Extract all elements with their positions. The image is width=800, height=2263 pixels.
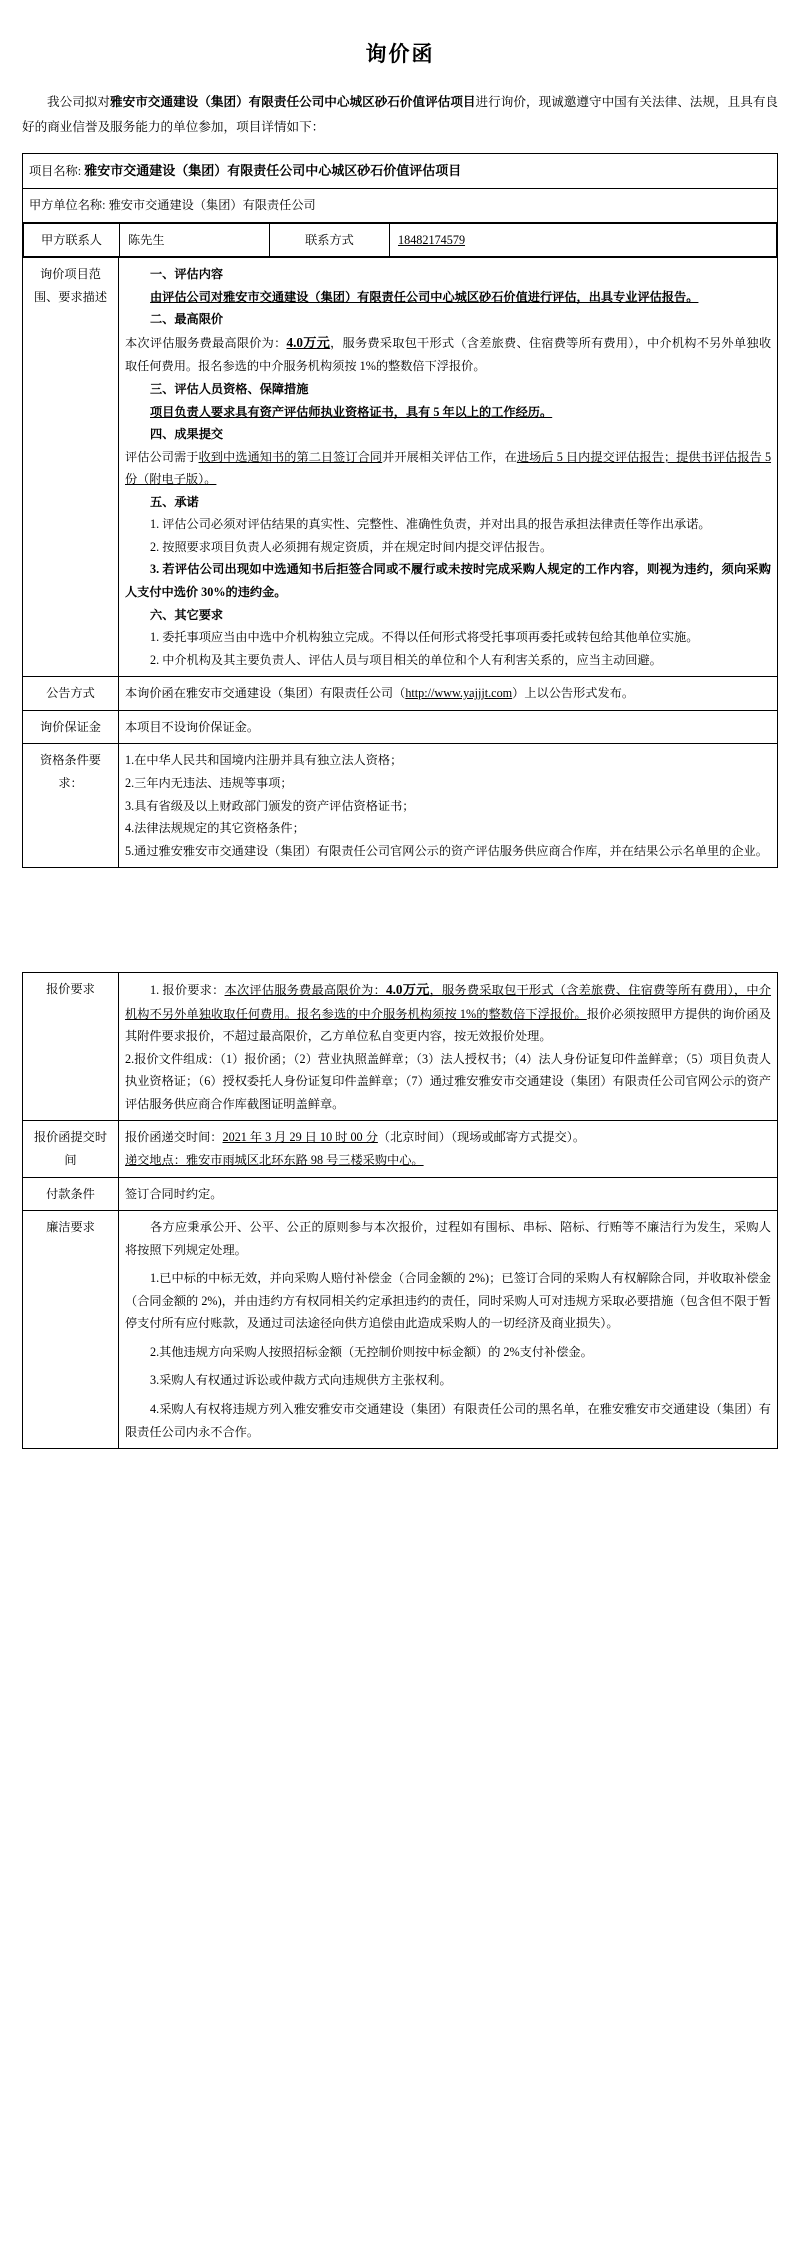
scope-h5: 五、承诺	[150, 494, 199, 509]
project-name-cell	[23, 154, 778, 189]
intro-tail: 进行询价，现诚邀遵守中国有关法律、法规，且具有良好的商业信誉及服务能力的单位参加，项目详情如下：	[22, 95, 779, 134]
qualification-content	[119, 744, 778, 868]
page-break-gap	[0, 868, 800, 972]
qual-item: 1.在中华人民共和国境内注册并具有独立法人资格；	[125, 753, 403, 768]
project-name-label: 项目名称:	[29, 164, 82, 179]
page-title: 询价函	[365, 42, 435, 66]
party-a-label: 甲方单位名称:	[29, 198, 106, 213]
scope-h5-1: 1. 评估公司必须对评估结果的真实性、完整性、准确性负责，并对出具的报告承担法律责任等作出承诺。	[150, 517, 711, 532]
contact-value: 陈先生	[120, 223, 270, 257]
contact-label: 甲方联系人	[24, 223, 120, 257]
scope-h3-body: 项目负责人要求具有资产评估师执业资格证书，具有 5 年以上的工作经历。	[150, 404, 553, 419]
table-row-party-a	[23, 189, 778, 223]
notice-label: 公告方式	[23, 677, 119, 711]
qual-item: 3.具有省级及以上财政部门颁发的资产评估资格证书；	[125, 798, 415, 813]
quote-req-item1	[125, 978, 771, 1048]
scope-h2-pre: 本次评估服务费最高限价为：	[125, 335, 287, 350]
notice-url[interactable]: http://www.yajjjt.com	[405, 686, 513, 701]
integrity-content	[119, 1211, 778, 1449]
integrity-item-2: 2.其他违规方向采购人按照招标金额（无控制价则按中标金额）的 2%支付补偿金。	[150, 1344, 593, 1359]
scope-content	[119, 258, 778, 677]
phone-value	[390, 223, 777, 257]
scope-h5-3: 3. 若评估公司出现如中选通知书后拒签合同或不履行或未按时完成采购人规定的工作内容，则视为违约，须向采购人支付中选价 30%的违约金。	[125, 562, 771, 599]
integrity-item-4: 4.采购人有权将违规方列入雅安雅安市交通建设（集团）有限责任公司的黑名单，在雅安雅安市交通建设（集团）有限责任公司内永不合作。	[125, 1402, 771, 1439]
scope-h1: 一、评估内容	[150, 267, 224, 282]
scope-h4-pre: 评估公司需于	[125, 449, 199, 464]
intro-project: 雅安市交通建设（集团）有限责任公司中心城区砂石价值评估项目	[110, 95, 476, 109]
scope-h2-body	[125, 331, 771, 378]
table-row-contact	[23, 222, 778, 258]
quote-req-item1-u2: ，服务费采取包干形式（含差旅费、住宿费等所有费用），中介机构不另外单独收取任何费用。报名参选的中介服务机构须按 1%的整数倍下浮报价。	[125, 983, 772, 1021]
table-row-scope	[23, 258, 778, 677]
scope-label: 询价项目范围、要求描述	[23, 258, 119, 677]
scope-h4-u2: 进场后 5 日内提交评估报告；提供书评估报告 5 份（附电子版）。	[125, 449, 772, 487]
phone-value-text: 18482174579	[398, 232, 466, 247]
table-row-project-name	[23, 154, 778, 189]
quote-req-item1-head: 1. 报价要求：	[150, 983, 225, 998]
scope-h2-amount: 4.0万元	[286, 334, 331, 350]
table-row-payment	[23, 1177, 778, 1211]
intro-paragraph	[22, 90, 778, 139]
integrity-item-3: 3.采购人有权通过诉讼或仲裁方式向违规供方主张权利。	[150, 1373, 452, 1388]
bond-label: 询价保证金	[23, 710, 119, 744]
submit-place: 递交地点：雅安市雨城区北环东路 98 号三楼采购中心。	[125, 1152, 424, 1167]
scope-h4-u1: 收到中选通知书的第二日签订合同	[198, 449, 383, 464]
quote-req-item1-amount: 4.0万元	[386, 982, 430, 998]
notice-pre: 本询价函在雅安市交通建设（集团）有限责任公司（	[125, 686, 406, 701]
notice-content	[119, 677, 778, 711]
scope-h6-1: 1. 委托事项应当由中选中介机构独立完成。不得以任何形式将受托事项再委托或转包给其他单位实施。	[150, 630, 699, 645]
submit-time-content	[119, 1121, 778, 1177]
scope-h6-2: 2. 中介机构及其主要负责人、评估人员与项目相关的单位和个人有利害关系的，应当主动回避。	[150, 652, 662, 667]
contact-cell	[23, 222, 778, 258]
submit-time-post: （北京时间）（现场或邮寄方式提交）。	[377, 1130, 586, 1145]
scope-h3: 三、评估人员资格、保障措施	[150, 381, 309, 396]
scope-h6: 六、其它要求	[150, 607, 224, 622]
notice-post: ）上以公告形式发布。	[512, 686, 635, 701]
table-row-bond	[23, 710, 778, 744]
qual-item: 5.通过雅安雅安市交通建设（集团）有限责任公司官网公示的资产评估服务供应商合作库，并在结果公示名单里的企业。	[125, 843, 768, 858]
secondary-info-table	[22, 972, 778, 1449]
payment-label: 付款条件	[23, 1177, 119, 1211]
bond-value: 本项目不设询价保证金。	[119, 710, 778, 744]
scope-h2: 二、最高限价	[150, 312, 224, 327]
quote-req-item1-post: 报价必须按照甲方提供的询价函及其附件要求报价，不超过最高限价，乙方单位私自变更内容，按无效报价处理。	[125, 1006, 772, 1044]
party-a-cell	[23, 189, 778, 223]
scope-h4: 四、成果提交	[150, 427, 224, 442]
qualification-label: 资格条件要求：	[23, 744, 119, 868]
table-row-notice	[23, 677, 778, 711]
payment-value: 签订合同时约定。	[119, 1177, 778, 1211]
scope-h2-post: ，服务费采取包干形式（含差旅费、住宿费等所有费用），中介机构不另外单独收取任何费用。报名参选的中介服务机构须按 1%的整数倍下浮报价。	[125, 335, 772, 374]
submit-time-pre: 报价函递交时间：	[125, 1130, 223, 1145]
scope-h5-2: 2. 按照要求项目负责人必须拥有规定资质，并在规定时间内提交评估报告。	[150, 539, 553, 554]
contact-inner-table	[23, 223, 777, 258]
integrity-label: 廉洁要求	[23, 1211, 119, 1449]
table-row-qualification	[23, 744, 778, 868]
phone-label: 联系方式	[270, 223, 390, 257]
main-info-table	[22, 153, 778, 868]
quote-requirement-label: 报价要求	[23, 973, 119, 1121]
scope-h4-mid: 并开展相关评估工作，在	[382, 449, 517, 464]
scope-h1-body: 由评估公司对雅安市交通建设（集团）有限责任公司中心城区砂石价值进行评估，出具专业评估报告。	[150, 289, 699, 304]
project-name-value: 雅安市交通建设（集团）有限责任公司中心城区砂石价值评估项目	[84, 163, 462, 179]
submit-time-line	[125, 1126, 771, 1149]
party-a-value: 雅安市交通建设（集团）有限责任公司	[108, 198, 316, 213]
quote-requirement-content	[119, 973, 778, 1121]
scope-h4-body	[125, 446, 771, 491]
integrity-item-1: 1.已中标的中标无效，并向采购人赔付补偿金（合同金额的 2%)；已签订合同的采购人有权解除合同，并收取补偿金（合同金额的 2%)，并由违约方有权同相关约定承担违约的责任，同时采购人可对违规方采取必要措施（包含但不限于暂停支付所有应付账款，及通过司法途径向供方追偿由此造成采购人的一切经济及商业损失）。	[125, 1271, 771, 1331]
quote-req-item2: 2.报价文件组成：（1）报价函；（2）营业执照盖鲜章；（3）法人授权书；（4）法人身份证复印件盖鲜章；（5）项目负责人执业资格证；（6）授权委托人身份证复印件盖鲜章；（7）通过雅安雅安市交通建设（集团）有限责任公司官网公示的资产评估服务供应商合作库截图证明盖鲜章。	[125, 1051, 771, 1111]
quote-req-item1-u1: 本次评估服务费最高限价为：	[224, 983, 386, 998]
submit-place-line	[125, 1149, 771, 1172]
submit-time-label: 报价函提交时间	[23, 1121, 119, 1177]
qual-item: 4.法律法规规定的其它资格条件；	[125, 821, 305, 836]
integrity-lead: 各方应秉承公开、公平、公正的原则参与本次报价，过程如有围标、串标、陪标、行贿等不廉洁行为发生，采购人将按照下列规定处理。	[125, 1220, 771, 1257]
table-row-submit-time	[23, 1121, 778, 1177]
table-row-integrity	[23, 1211, 778, 1449]
table-row-quote-requirement	[23, 973, 778, 1121]
qual-item: 2.三年内无违法、违规等事项；	[125, 775, 293, 790]
submit-time-value: 2021 年 3 月 29 日 10 时 00 分	[222, 1130, 378, 1145]
intro-lead: 我公司拟对	[47, 95, 111, 109]
